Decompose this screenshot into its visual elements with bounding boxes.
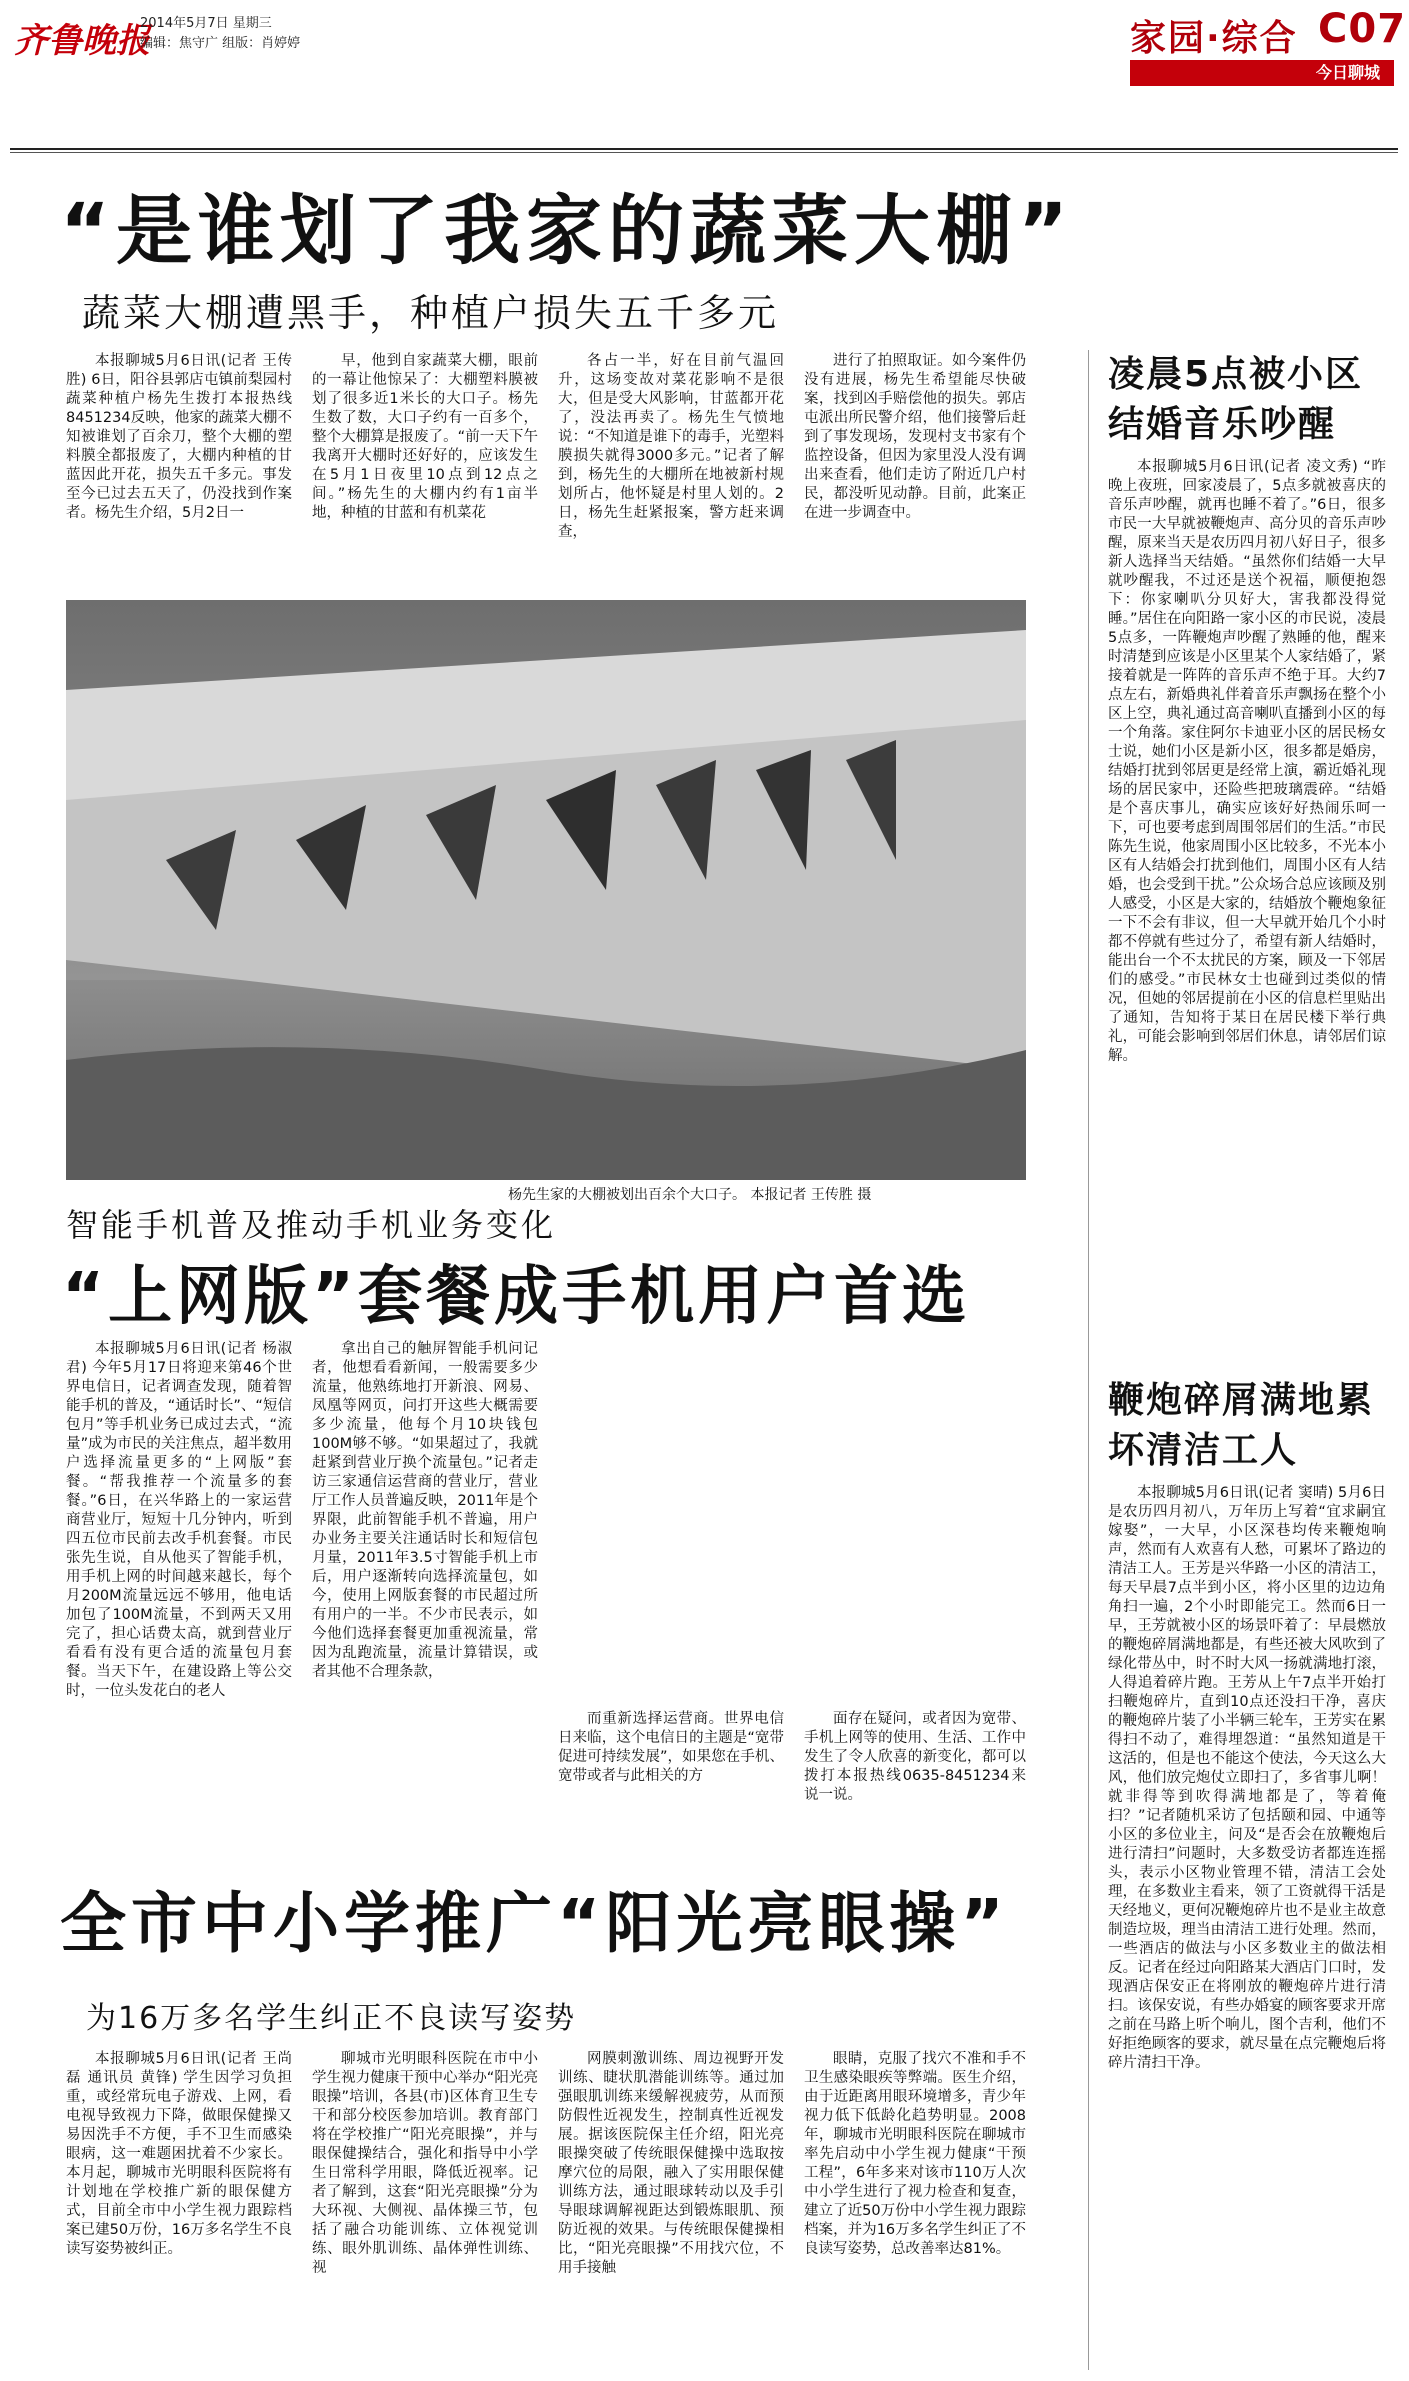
story2-column-3: [558, 1710, 784, 1855]
story1-column-3: [558, 352, 784, 592]
editor-credits: 编辑：焦守广 组版：肖婷婷: [140, 36, 301, 51]
sidebar-story1-headline: 凌晨5点被小区结婚音乐吵醒: [1108, 354, 1364, 445]
story3-text-3: 网膜刺激训练、周边视野开发训练、睫状肌潜能训练等。通过加强眼肌训练来缓解视疲劳，从而预防假性近视发生，控制真性近视发展。据该医院保主任介绍，阳光亮眼操突破了传统眼保健操中选取按摩穴位的局限，融入了实用眼保健训练方法，通过眼球转动以及手引导眼球调解视距达到锻炼眼肌、预防近视的效果。与传统眼保健操相比，“阳光亮眼操”不用找穴位，不用手接触: [558, 2051, 784, 2276]
story3-column-1: [66, 2050, 292, 2372]
svg-text:齐鲁晚报: 齐鲁晚报: [14, 21, 150, 61]
story1-column-2: [312, 352, 538, 592]
story1-headline: “是谁划了我家的蔬菜大棚”: [60, 186, 1074, 275]
story2-text-3: 而重新选择运营商。世界电信日来临，这个电信日的主题是“宽带促进可持续发展”，如果您在手机、宽带或者与此相关的方: [558, 1711, 784, 1784]
sidebar-story1-body: [1108, 458, 1386, 1358]
story3-column-3: [558, 2050, 784, 2372]
story3-column-4: [804, 2050, 1026, 2372]
photo-caption: 杨先生家的大棚被划出百余个大口子。 本报记者 王传胜 摄: [508, 1187, 872, 1203]
story2-column-4: [804, 1710, 1026, 1855]
newspaper-logo: [12, 16, 150, 64]
section-title: 家园·综合: [1130, 18, 1298, 59]
story3-subhead: 为16万多名学生纠正不良读写姿势: [86, 2001, 577, 2036]
story2-text-1: 本报聊城5月6日讯(记者 杨淑君) 今年5月17日将迎来第46个世界电信日，记者调查发现，随着智能手机的普及，“通话时长”、“短信包月”等手机业务已成过去式，“流量”成为市民的关注焦点，超半数用户选择流量更多的“上网版”套餐。“帮我推荐一个流量多的套餐。”6日，在兴华路上的一家运营商营业厅，短短十几分钟内，听到四五位市民前去改手机套餐。市民张先生说，自从他买了智能手机，用手机上网的时间越来越长，每个月200M流量远远不够用，他电话加包了100M流量，不到两天又用完了，担心话费太高，就到营业厅看看有没有更合适的流量包月套餐。当天下午，在建设路上等公交时，一位头发花白的老人: [66, 1341, 292, 1699]
sidebar-story2-text: 本报聊城5月6日讯(记者 窦晴) 5月6日是农历四月初八，万年历上写着“宜求嗣宜嫁娶”，一大早，小区深巷均传来鞭炮响声，然而有人欢喜有人愁，可累坏了路边的清洁工人。王芳是兴华路一小区的清洁工，每天早晨7点半到小区，将小区里的边边角角扫一遍，2个小时即能完工。然而6日一早，王芳就被小区的场景吓着了：早晨燃放的鞭炮碎屑满地都是，有些还被大风吹到了绿化带丛中，时不时大风一扬就满地打滚，人得追着碎片跑。王芳从上午7点半开始打扫鞭炮碎片，直到10点还没扫干净，喜庆的鞭炮碎片装了小半辆三轮车，王芳实在累得扫不动了，难得埋怨道：“虽然知道是干这活的，但是也不能这个使法，今天这么大风，他们放完炮仗立即扫了，多省事儿啊！就非得等到吹得满地都是了，等着俺扫？”记者随机采访了包括颐和园、中通等小区的多位业主，问及“是否会在放鞭炮后进行清扫”问题时，大多数受访者都连连摇头，表示小区物业管理不错，清洁工会处理，在多数业主看来，领了工资就得干活是天经地义，更何况鞭炮碎片也不是业主故意制造垃圾，理当由清洁工进行处理。然而，一些酒店的做法与小区多数业主的做法相反。记者在经过向阳路某大酒店门口时，发现酒店保安正在将刚放的鞭炮碎片进行清扫。该保安说，有些办婚宴的顾客要求开席之前在马路上听个响儿，图个吉利，他们不好拒绝顾客的要求，就尽量在点完鞭炮后将碎片清扫干净。: [1108, 1485, 1386, 2071]
story2-headline: “上网版”套餐成手机用户首选: [62, 1260, 971, 1334]
sidebar-story2-body: [1108, 1484, 1386, 2374]
header-rule-thin: [10, 152, 1398, 153]
story1-text-1: 本报聊城5月6日讯(记者 王传胜) 6日，阳谷县郭店屯镇前梨园村蔬菜种植户杨先生拨打本报热线8451234反映，他家的蔬菜大棚不知被谁划了百余刀，整个大棚的塑料膜全都报废了，大棚内种植的甘蓝因此开花，损失五千多元。事发至今已过去五天了，仍没找到作案者。杨先生介绍，5月2日一: [66, 353, 292, 521]
story2-text-2: 拿出自己的触屏智能手机问记者，他想看看新闻，一般需要多少流量，他熟练地打开新浪、网易、凤凰等网页，问打开这些大概需要多少流量，他每个月10块钱包100M够不够。“如果超过了，我就赶紧到营业厅换个流量包。”记者走访三家通信运营商的营业厅，营业厅工作人员普遍反映，2011年是个界限，此前智能手机不普遍，用户办业务主要关注通话时长和短信包月量，2011年3.5寸智能手机上市后，用户逐渐转向选择流量包，如今，使用上网版套餐的市民超过所有用户的一半。不少市民表示，如今他们选择套餐更加重视流量，常因为乱跑流量，流量计算错误，或者其他不合理条款，: [312, 1341, 538, 1680]
story2-column-2: [312, 1340, 538, 1855]
subsection-bar: 今日聊城: [1130, 60, 1394, 86]
story2-text-4: 面存在疑问，或者因为宽带、手机上网等的使用、生活、工作中发生了令人欣喜的新变化，都可以拨打本报热线0635-8451234来说一说。: [804, 1711, 1026, 1803]
story1-text-4: 进行了拍照取证。如今案件仍没有进展，杨先生希望能尽快破案，找到凶手赔偿他的损失。郭店屯派出所民警介绍，他们接警后赶到了事发现场，发现村支书家有个监控设备，但因为家里没人没有调出来查看，他们走访了附近几户村民，都没听见动静。目前，此案正在进一步调查中。: [804, 353, 1026, 521]
story1-subhead: 蔬菜大棚遭黑手，种植户损失五千多元: [82, 291, 780, 335]
issue-date: 2014年5月7日 星期三: [140, 16, 272, 31]
sidebar-divider: [1088, 350, 1089, 2370]
story3-text-2: 聊城市光明眼科医院在市中小学生视力健康干预中心举办“阳光亮眼操”培训，各县(市)区体育卫生专干和部分校医参加培训。教育部门将在学校推广“阳光亮眼操”，并与眼保健操结合，强化和指导中小学生日常科学用眼，降低近视率。记者了解到，这套“阳光亮眼操”分为大环视、大侧视、晶体操三节，包括了融合功能训练、立体视觉训练、眼外肌训练、晶体弹性训练、视: [312, 2051, 538, 2276]
sidebar-story1-text: 本报聊城5月6日讯(记者 凌文秀) “昨晚上夜班，回家凌晨了，5点多就被喜庆的音乐声吵醒，就再也睡不着了。”6日，很多市民一大早就被鞭炮声、高分贝的音乐声吵醒，原来当天是农历四月初八好日子，很多新人选择当天结婚。“虽然你们结婚一大早就吵醒我，不过还是送个祝福，顺便抱怨下：你家喇叭分贝好大，害我都没得觉睡。”居住在向阳路一家小区的市民说，凌晨5点多，一阵鞭炮声吵醒了熟睡的他，醒来时清楚到应该是小区里某个人家结婚了，紧接着就是一阵阵的音乐声不绝于耳。大约7点左右，新婚典礼伴着音乐声飘扬在整个小区上空，典礼通过高音喇叭直播到小区的每一个角落。家住阿尔卡迪亚小区的居民杨女士说，她们小区是新小区，很多都是婚房，结婚打扰到邻居更是经常上演，霸近婚礼现场的居民家中，还险些把玻璃震碎。“结婚是个喜庆事儿，确实应该好好热闹乐呵一下，可也要考虑到周围邻居们的生活。”市民陈先生说，他家周围小区比较多，不光本小区有人结婚会打扰到他们，周围小区有人结婚，也会受到干扰。”公众场合总应该顾及别人感受，小区是大家的，结婚放个鞭炮象征一下不会有非议，但一大早就开始几个小时都不停就有些过分了，希望有新人结婚时，能出台一个不太扰民的方案，顾及一下邻居们的感受。”市民林女士也碰到过类似的情况，但她的邻居提前在小区的信息栏里贴出了通知，告知将于某日在居民楼下举行典礼，可能会影响到邻居们休息，请邻居们谅解。: [1108, 459, 1386, 1064]
story3-column-2: [312, 2050, 538, 2372]
greenhouse-photo: [66, 600, 1026, 1180]
header-rule: [10, 148, 1398, 150]
story1-column-1: [66, 352, 292, 592]
issue-info: [140, 14, 300, 54]
story3-text-4: 眼睛，克服了找穴不准和手不卫生感染眼疾等弊端。医生介绍，由于近距离用眼环境增多，青少年视力低下低龄化趋势明显。2008年，聊城市光明眼科医院在聊城市率先启动中小学生视力健康“干预工程”，6年多来对该市110万人次中小学生进行了视力检查和复查，建立了近50万份中小学生视力跟踪档案，并为16万多名学生纠正了不良读写姿势，总改善率达81%。: [804, 2051, 1026, 2257]
story3-text-1: 本报聊城5月6日讯(记者 王尚磊 通讯员 黄锋) 学生因学习负担重，或经常玩电子游戏、上网，看电视导致视力下降，做眼保健操又易因洗手不方便，手不卫生而感染眼病，这一难题困扰着不少家长。本月起，聊城市光明眼科医院将有计划地在学校推广新的眼保健方式，目前全市中小学生视力跟踪档案已建50万份，16万多名学生不良读写姿势被纠正。: [66, 2051, 292, 2257]
story2-kicker: 智能手机普及推动手机业务变化: [66, 1206, 557, 1244]
page-number: C07: [1318, 6, 1407, 52]
story1-text-3: 各占一半，好在目前气温回升，这场变故对菜花影响不是很大，但是受大风影响，甘蓝都开花了，没法再卖了。杨先生气愤地说：“不知道是谁下的毒手，光塑料膜损失就得3000多元。”记者了解到，杨先生的大棚所在地被新村规划所占，他怀疑是村里人划的。2日，杨先生赶紧报案，警方赶来调查，: [558, 353, 784, 540]
sidebar-story2-headline: 鞭炮碎屑满地累坏清洁工人: [1108, 1380, 1375, 1471]
story1-column-4: [804, 352, 1026, 592]
story1-text-2: 早，他到自家蔬菜大棚，眼前的一幕让他惊呆了：大棚塑料膜被划了很多近1米长的大口子。杨先生数了数，大口子约有一百多个，整个大棚算是报废了。“前一天下午我离开大棚时还好好的，应该发生在5月1日夜里10点到12点之间。”杨先生的大棚内约有1亩半地，种植的甘蓝和有机菜花: [312, 353, 538, 521]
story3-headline: 全市中小学推广“阳光亮眼操”: [60, 1885, 1009, 1962]
story2-column-1: [66, 1340, 292, 1855]
